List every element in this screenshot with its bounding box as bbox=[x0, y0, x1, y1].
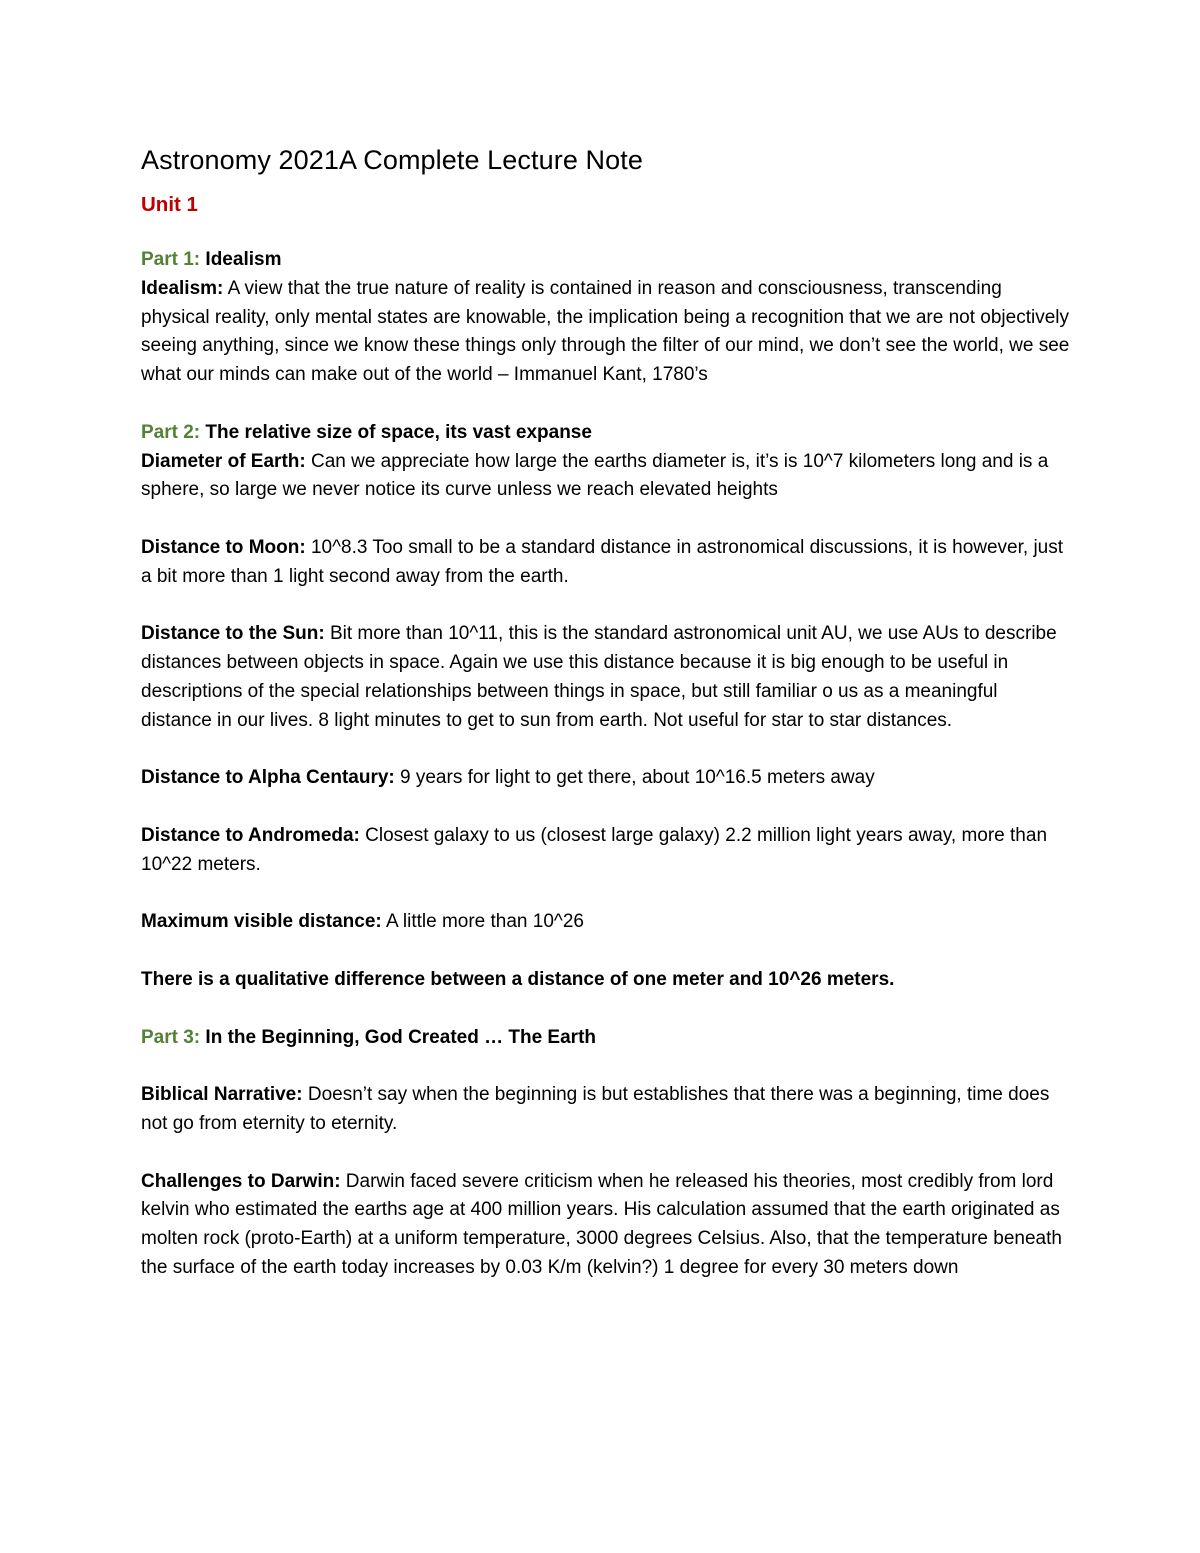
sun-paragraph bbox=[141, 620, 1071, 735]
qualitative-statement: There is a qualitative difference between a distance of one meter and 10^26 meters. bbox=[141, 968, 895, 990]
idealism-text: A view that the true nature of reality is contained in reason and consciousness, transcending physical reality, only mental states are knowable, the implication being a recognition that we are not objectively seeing anything, since we know these things only through the filter of our mind, we don’t see the world, we see what our minds can make out of the world – Immanuel Kant, 1780’s bbox=[141, 277, 1070, 386]
max-distance-term: Maximum visible distance: bbox=[141, 911, 382, 933]
moon-term: Distance to Moon: bbox=[141, 536, 306, 558]
part2-heading bbox=[141, 419, 1071, 448]
darwin-text: Darwin faced severe criticism when he released his theories, most credibly from lord kelvin who estimated the earths age at 400 million years. His calculation assumed that the earth originated as molten rock (proto-Earth) at a uniform temperature, 3000 degrees Celsius. Also, that the temperature beneath the surface of the earth today increases by 0.03 K/m (kelvin?) 1 degree for every 30 meters down bbox=[141, 1170, 1062, 1278]
diameter-paragraph bbox=[141, 448, 1071, 506]
part3-title: In the Beginning, God Created … The Earth bbox=[200, 1026, 596, 1048]
idealism-term: Idealism: bbox=[141, 277, 224, 299]
unit-heading: Unit 1 bbox=[141, 193, 198, 216]
moon-text: 10^8.3 Too small to be a standard distance in astronomical discussions, it is however, just a bit more than 1 light second away from the earth. bbox=[141, 536, 1064, 587]
andromeda-term: Distance to Andromeda: bbox=[141, 824, 360, 846]
biblical-text: Doesn’t say when the beginning is but establishes that there was a beginning, time does not go from eternity to eternity. bbox=[141, 1084, 1050, 1134]
sun-term: Distance to the Sun: bbox=[141, 623, 325, 645]
part3-prefix: Part 3: bbox=[141, 1026, 201, 1048]
document-page bbox=[141, 140, 1071, 1283]
darwin-term: Challenges to Darwin: bbox=[141, 1170, 341, 1192]
biblical-paragraph bbox=[141, 1081, 1071, 1139]
idealism-paragraph bbox=[141, 275, 1071, 390]
sun-text: Bit more than 10^11, this is the standard astronomical unit AU, we use AUs to describe distances between objects in space. Again we use this distance because it is big enough to be useful in descriptions of the special relationships between things in space, but still familiar o us as a meaningful distance in our lives. 8 light minutes to get to sun from earth. Not useful for star to star distances. bbox=[141, 623, 1057, 731]
max-distance-paragraph bbox=[141, 908, 1071, 937]
biblical-term: Biblical Narrative: bbox=[141, 1084, 303, 1106]
document-title: Astronomy 2021A Complete Lecture Note bbox=[141, 145, 643, 175]
max-distance-text: A little more than 10^26 bbox=[381, 911, 584, 933]
part1-title: Idealism bbox=[200, 249, 282, 270]
andromeda-text: Closest galaxy to us (closest large galaxy) 2.2 million light years away, more than 10^22 meters. bbox=[141, 824, 1048, 875]
part3-heading bbox=[141, 1024, 1071, 1053]
diameter-text: Can we appreciate how large the earths diameter is, it’s is 10^7 kilometers long and is a sphere, so large we never notice its curve unless we reach elevated heights bbox=[141, 450, 1049, 501]
alpha-term: Distance to Alpha Centaury: bbox=[141, 767, 395, 789]
part1-heading bbox=[141, 246, 1071, 275]
diameter-term: Diameter of Earth: bbox=[141, 450, 306, 472]
andromeda-paragraph bbox=[141, 822, 1071, 880]
alpha-text: 9 years for light to get there, about 10^16.5 meters away bbox=[394, 767, 875, 789]
part1-prefix: Part 1: bbox=[141, 249, 201, 270]
part2-title: The relative size of space, its vast expanse bbox=[200, 421, 592, 443]
darwin-paragraph bbox=[141, 1168, 1071, 1283]
part2-prefix: Part 2: bbox=[141, 421, 201, 443]
moon-paragraph bbox=[141, 534, 1071, 592]
alpha-paragraph bbox=[141, 764, 1071, 793]
